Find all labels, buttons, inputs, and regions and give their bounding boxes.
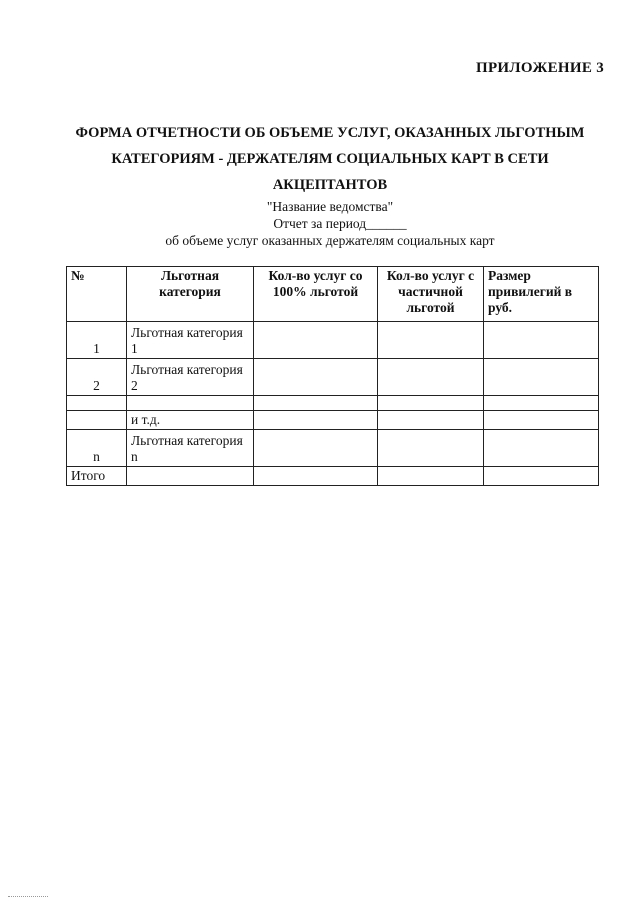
row-cell [484, 322, 599, 359]
row-category: Льготная категория n [127, 430, 254, 467]
row-cell [378, 396, 484, 411]
header-privilege-amount: Размер привилегий в руб. [484, 267, 599, 322]
table-row [67, 322, 599, 359]
header-number: № [67, 267, 127, 322]
row-cell [254, 430, 378, 467]
report-table [66, 266, 599, 486]
table-row [67, 411, 599, 430]
row-category: Льготная категория 2 [127, 359, 254, 396]
row-cell [254, 322, 378, 359]
row-cell [484, 359, 599, 396]
title-line-1: ФОРМА ОТЧЕТНОСТИ ОБ ОБЪЕМЕ УСЛУГ, ОКАЗАННЫХ ЛЬГОТНЫМ [75, 125, 585, 141]
table-row [67, 396, 599, 411]
row-cell [378, 430, 484, 467]
row-category [127, 396, 254, 411]
row-cell [378, 467, 484, 486]
table-row [67, 430, 599, 467]
scan-artifact [8, 896, 48, 897]
title-line-2: КАТЕГОРИЯМ - ДЕРЖАТЕЛЯМ СОЦИАЛЬНЫХ КАРТ В СЕТИ [111, 151, 549, 167]
row-number [67, 411, 127, 430]
row-cell [378, 359, 484, 396]
row-category: Льготная категория 1 [127, 322, 254, 359]
row-number: 2 [67, 359, 127, 396]
header-partial-benefit: Кол-во услуг с частичной льготой [378, 267, 484, 322]
header-full-benefit: Кол-во услуг со 100% льготой [254, 267, 378, 322]
row-cell [254, 411, 378, 430]
row-cell [254, 359, 378, 396]
row-cell [484, 467, 599, 486]
table-total-row [67, 467, 599, 486]
agency-name: "Название ведомства" [266, 199, 394, 214]
total-label: Итого [67, 467, 127, 486]
report-scope: об объеме услуг оказанных держателям социальных карт [165, 233, 495, 248]
row-cell [254, 467, 378, 486]
report-period: Отчет за период______ [273, 216, 407, 231]
row-cell [484, 430, 599, 467]
table-row [67, 359, 599, 396]
row-number: 1 [67, 322, 127, 359]
title-line-3: АКЦЕПТАНТОВ [272, 177, 388, 193]
table-header-row [67, 267, 599, 322]
row-cell [378, 322, 484, 359]
row-cell [484, 396, 599, 411]
row-number [67, 396, 127, 411]
row-cell [484, 411, 599, 430]
row-cell [378, 411, 484, 430]
document-title [40, 120, 620, 198]
row-cell [254, 396, 378, 411]
header-category: Льготная категория [127, 267, 254, 322]
row-cell [127, 467, 254, 486]
row-number: n [67, 430, 127, 467]
appendix-label: ПРИЛОЖЕНИЕ 3 [476, 60, 604, 76]
row-category: и т.д. [127, 411, 254, 430]
